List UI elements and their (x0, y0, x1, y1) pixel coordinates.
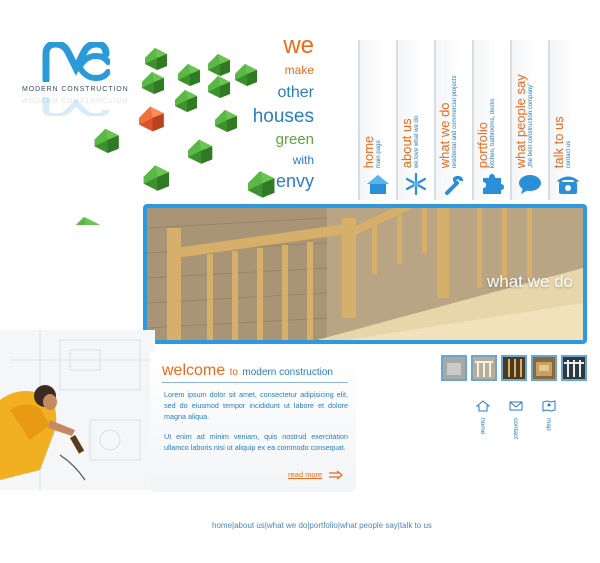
nav-title: portfolio (475, 121, 490, 168)
map-icon (542, 400, 556, 412)
slogan-word: houses (252, 106, 314, 127)
footer-separator: | (264, 521, 267, 530)
nav-item-portfolio[interactable] (472, 40, 510, 200)
nav-subtitle: kitchen, bathrooms, decks (489, 98, 496, 168)
nav-item-talk-to-us[interactable] (548, 40, 586, 200)
thumbnail[interactable] (471, 355, 497, 381)
logo-company-name: MODERN CONSTRUCTION (22, 86, 129, 93)
utility-label: map (545, 418, 552, 431)
nav-title: what we do (437, 102, 452, 168)
welcome-section (150, 352, 356, 492)
hero-banner[interactable] (143, 204, 587, 344)
nav-label (514, 18, 534, 168)
slogan-word: make (284, 63, 314, 77)
envelope-icon (509, 400, 523, 412)
welcome-divider (162, 382, 348, 383)
wrench-icon (441, 172, 467, 196)
slogan-word: other (277, 84, 314, 101)
thumbnail-strip (441, 355, 587, 381)
slogan-word: envy (275, 171, 314, 191)
footer-link-talk-to-us[interactable]: talk to us (399, 521, 432, 530)
main-navigation (358, 40, 590, 200)
arrow-right-icon[interactable] (328, 470, 344, 480)
utility-link-contact[interactable] (506, 400, 526, 460)
slogan (250, 34, 314, 190)
architect-illustration (0, 330, 155, 490)
read-more-link[interactable]: read more (288, 470, 323, 479)
nav-subtitle: contact us (565, 140, 572, 168)
speech-bubble-icon (517, 172, 543, 196)
nav-subtitle: residental and commercial projects (451, 75, 458, 168)
thumbnail[interactable] (531, 355, 557, 381)
thumbnail[interactable] (561, 355, 587, 381)
welcome-title-to: to (229, 367, 238, 378)
nav-title: what people say (513, 74, 528, 168)
footer-separator: | (397, 521, 400, 530)
footer-link-home[interactable]: home (212, 521, 233, 530)
nav-subtitle: „the best construction company” (527, 82, 534, 168)
nav-subtitle: main page (375, 139, 382, 168)
thumbnail[interactable] (441, 355, 467, 381)
welcome-heading (162, 362, 333, 380)
slogan-word: with (292, 153, 314, 167)
footer-separator: | (232, 521, 235, 530)
house-green (145, 48, 167, 70)
footer-link-what-people-say[interactable]: what people say (339, 521, 398, 530)
utility-label: home (479, 418, 486, 435)
footer-link-about-us[interactable]: about us (234, 521, 265, 530)
welcome-paragraph: Lorem ipsum dolor sit amet, consectetur adipisicing elit, sed do eiusmod tempor incididunt ut labore et dolore magna aliqua. (164, 390, 348, 421)
nav-label (476, 18, 496, 168)
footer-link-what-we-do[interactable]: what we do (266, 521, 308, 530)
footer-separator: | (337, 521, 340, 530)
nav-title: talk to us (551, 115, 566, 168)
nav-item-what-people-say[interactable] (510, 40, 548, 200)
house-icon (365, 172, 391, 196)
welcome-title-main: welcome (162, 362, 226, 379)
telephone-icon (555, 172, 581, 196)
nav-item-home[interactable] (358, 40, 396, 200)
nav-label (552, 18, 572, 168)
nav-title: about us (399, 118, 414, 168)
footer-separator: | (307, 521, 310, 530)
nav-label (400, 18, 420, 168)
nav-subtitle: we love what we do (413, 115, 420, 168)
nav-title: home (361, 135, 376, 168)
slogan-word: green (275, 131, 314, 148)
nav-item-about-us[interactable] (396, 40, 434, 200)
hero-caption: what we do (487, 272, 573, 291)
nav-label (438, 18, 458, 168)
puzzle-icon (479, 172, 505, 196)
welcome-paragraph: Ut enim ad minim veniam, quis nostrud exercitation ullamco laboris nisi ut aliquip ex ea commodo consequat. (164, 432, 348, 452)
welcome-title-company: modern construction (242, 367, 333, 378)
snowflake-icon (403, 172, 429, 196)
utility-label: contact (512, 418, 519, 439)
house-small-icon (476, 400, 490, 412)
logo-text-reflection: MODERN CONSTRUCTION (22, 96, 129, 103)
utility-link-home[interactable] (473, 400, 493, 460)
utility-link-map[interactable] (539, 400, 559, 460)
houses-illustration (60, 40, 280, 225)
nav-item-what-we-do[interactable] (434, 40, 472, 200)
thumbnail[interactable] (501, 355, 527, 381)
footer-navigation (212, 521, 432, 530)
slogan-word: we (283, 32, 314, 59)
nav-label (362, 18, 382, 168)
footer-link-portfolio[interactable]: portfolio (309, 521, 338, 530)
